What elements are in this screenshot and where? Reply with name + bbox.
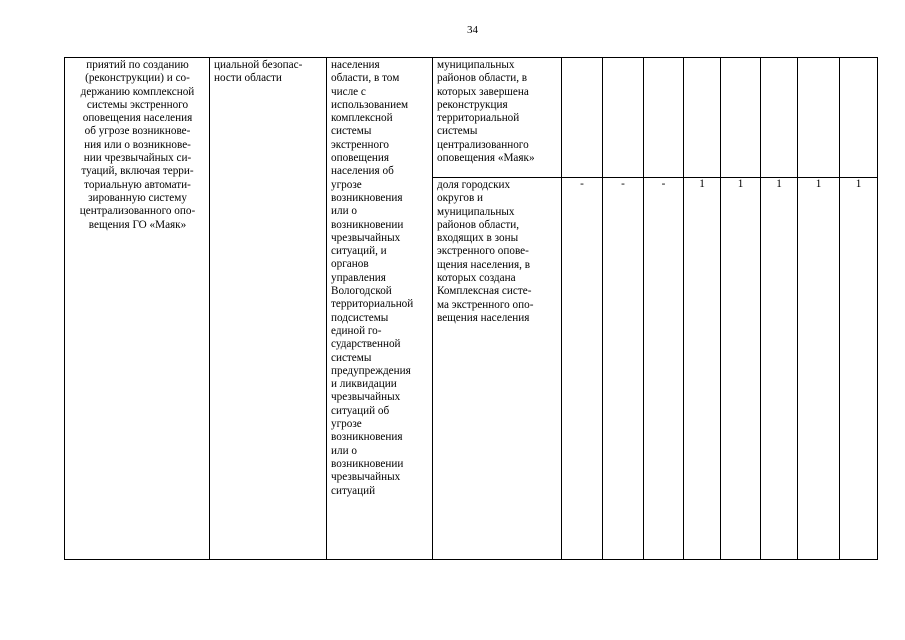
value-cell: 1 xyxy=(840,178,878,560)
page-number: 34 xyxy=(467,24,478,36)
document-table xyxy=(64,57,878,560)
value-cell: 1 xyxy=(721,178,761,560)
value-cell: - xyxy=(562,178,603,560)
value-cell xyxy=(840,58,878,178)
value-cell: - xyxy=(644,178,684,560)
indicator-cell-2: доля городских округов и муниципальных районов области, входящих в зоны экстренного опове- щения населения, в которых создана Комплексная систе- ма экстренного опо- вещения населения xyxy=(433,178,562,560)
value-cell: 1 xyxy=(684,178,721,560)
value-cell xyxy=(562,58,603,178)
value-cell: 1 xyxy=(761,178,798,560)
expected-result-cell: населения области, в том числе с использованием комплексной системы экстренного оповещения населения об угрозе возникновения или о возникновении чрезвычайных ситуаций, и органов управления Вологодской территориальной подсистемы единой го- сударственной системы предупреждения и ликвидации чрезвычайных ситуаций об угрозе возникновения или о возникновении чрезвычайных ситуаций xyxy=(327,58,433,560)
value-cell xyxy=(603,58,644,178)
executor-cell: циальной безопас- ности области xyxy=(210,58,327,560)
indicator-cell-1: муниципальных районов области, в которых завершена реконструкция территориальной системы централизованного оповещения «Маяк» xyxy=(433,58,562,178)
value-cell xyxy=(721,58,761,178)
measure-name-cell: приятий по созданию (реконструкции) и со- держанию комплексной системы экстренного оповещения населения об угрозе возникнове- ния или о возникнове- нии чрезвычайных си- туаций, включая терри- ториальную автомати- зированную систему централизованного опо- вещения ГО «Маяк» xyxy=(65,58,210,560)
value-cell: - xyxy=(603,178,644,560)
value-cell xyxy=(644,58,684,178)
value-cell: 1 xyxy=(798,178,840,560)
value-cell xyxy=(761,58,798,178)
value-cell xyxy=(684,58,721,178)
value-cell xyxy=(798,58,840,178)
